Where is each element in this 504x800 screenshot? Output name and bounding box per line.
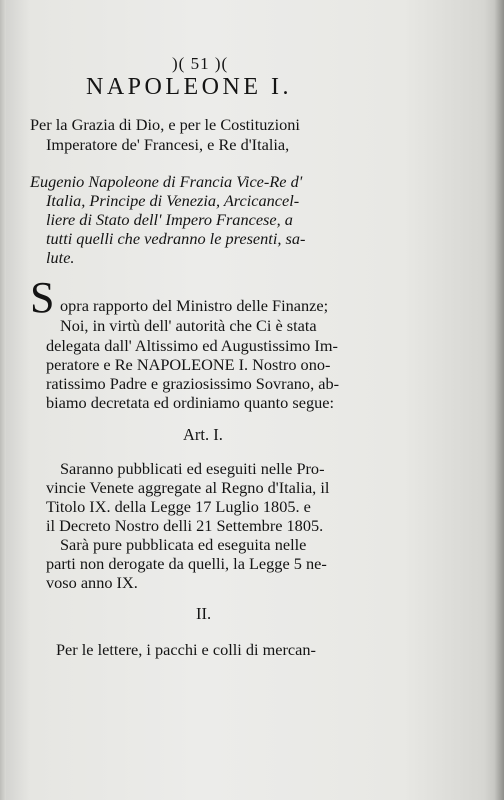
article-2-line: Per le lettere, i pacchi e colli di mercan- — [56, 640, 316, 659]
article-1-line: parti non derogate da quelli, la Legge 5 ne- — [46, 554, 327, 573]
article-1-line: il Decreto Nostro delli 21 Settembre 1805. — [46, 516, 324, 535]
body-line: ratissimo Padre e graziosissimo Sovrano, ab- — [46, 374, 340, 393]
article-1-line: voso anno IX. — [46, 573, 138, 592]
article-1-heading: Art. I. — [183, 425, 223, 444]
viceroy-line: lute. — [46, 248, 75, 267]
page-title: NAPOLEONE I. — [86, 74, 292, 100]
intro-line: Per la Grazia di Dio, e per le Costituzioni — [30, 115, 300, 134]
intro-line: Imperatore de' Francesi, e Re d'Italia, — [46, 135, 290, 154]
viceroy-line: Eugenio Napoleone di Francia Vice-Re d' — [30, 172, 303, 191]
article-1-line: Titolo IX. della Legge 17 Luglio 1805. e — [46, 497, 311, 516]
body-line: Noi, in virtù dell' autorità che Ci è stata — [60, 316, 317, 335]
page-number: )( 51 )( — [172, 54, 229, 73]
body-first-line: opra rapporto del Ministro delle Finanze; — [60, 296, 329, 315]
page-right-edge — [494, 0, 504, 800]
viceroy-line: liere di Stato dell' Impero Francese, a — [46, 210, 293, 229]
body-line: peratore e Re NAPOLEONE I. Nostro ono- — [46, 355, 331, 374]
drop-cap: S — [30, 273, 55, 322]
page-left-edge — [0, 0, 6, 800]
article-2-heading: II. — [196, 604, 212, 623]
article-1-line: Sarà pure pubblicata ed eseguita nelle — [60, 535, 307, 554]
article-1-line: Saranno pubblicati ed eseguiti nelle Pro- — [60, 459, 325, 478]
body-line: delegata dall' Altissimo ed Augustissimo Im- — [46, 336, 338, 355]
article-1-line: vincie Venete aggregate al Regno d'Italia, il — [46, 478, 330, 497]
viceroy-line: tutti quelli che vedranno le presenti, sa- — [46, 229, 306, 248]
body-line: biamo decretata ed ordiniamo quanto segue: — [46, 393, 334, 412]
viceroy-line: Italia, Principe di Venezia, Arcicancel- — [46, 191, 300, 210]
